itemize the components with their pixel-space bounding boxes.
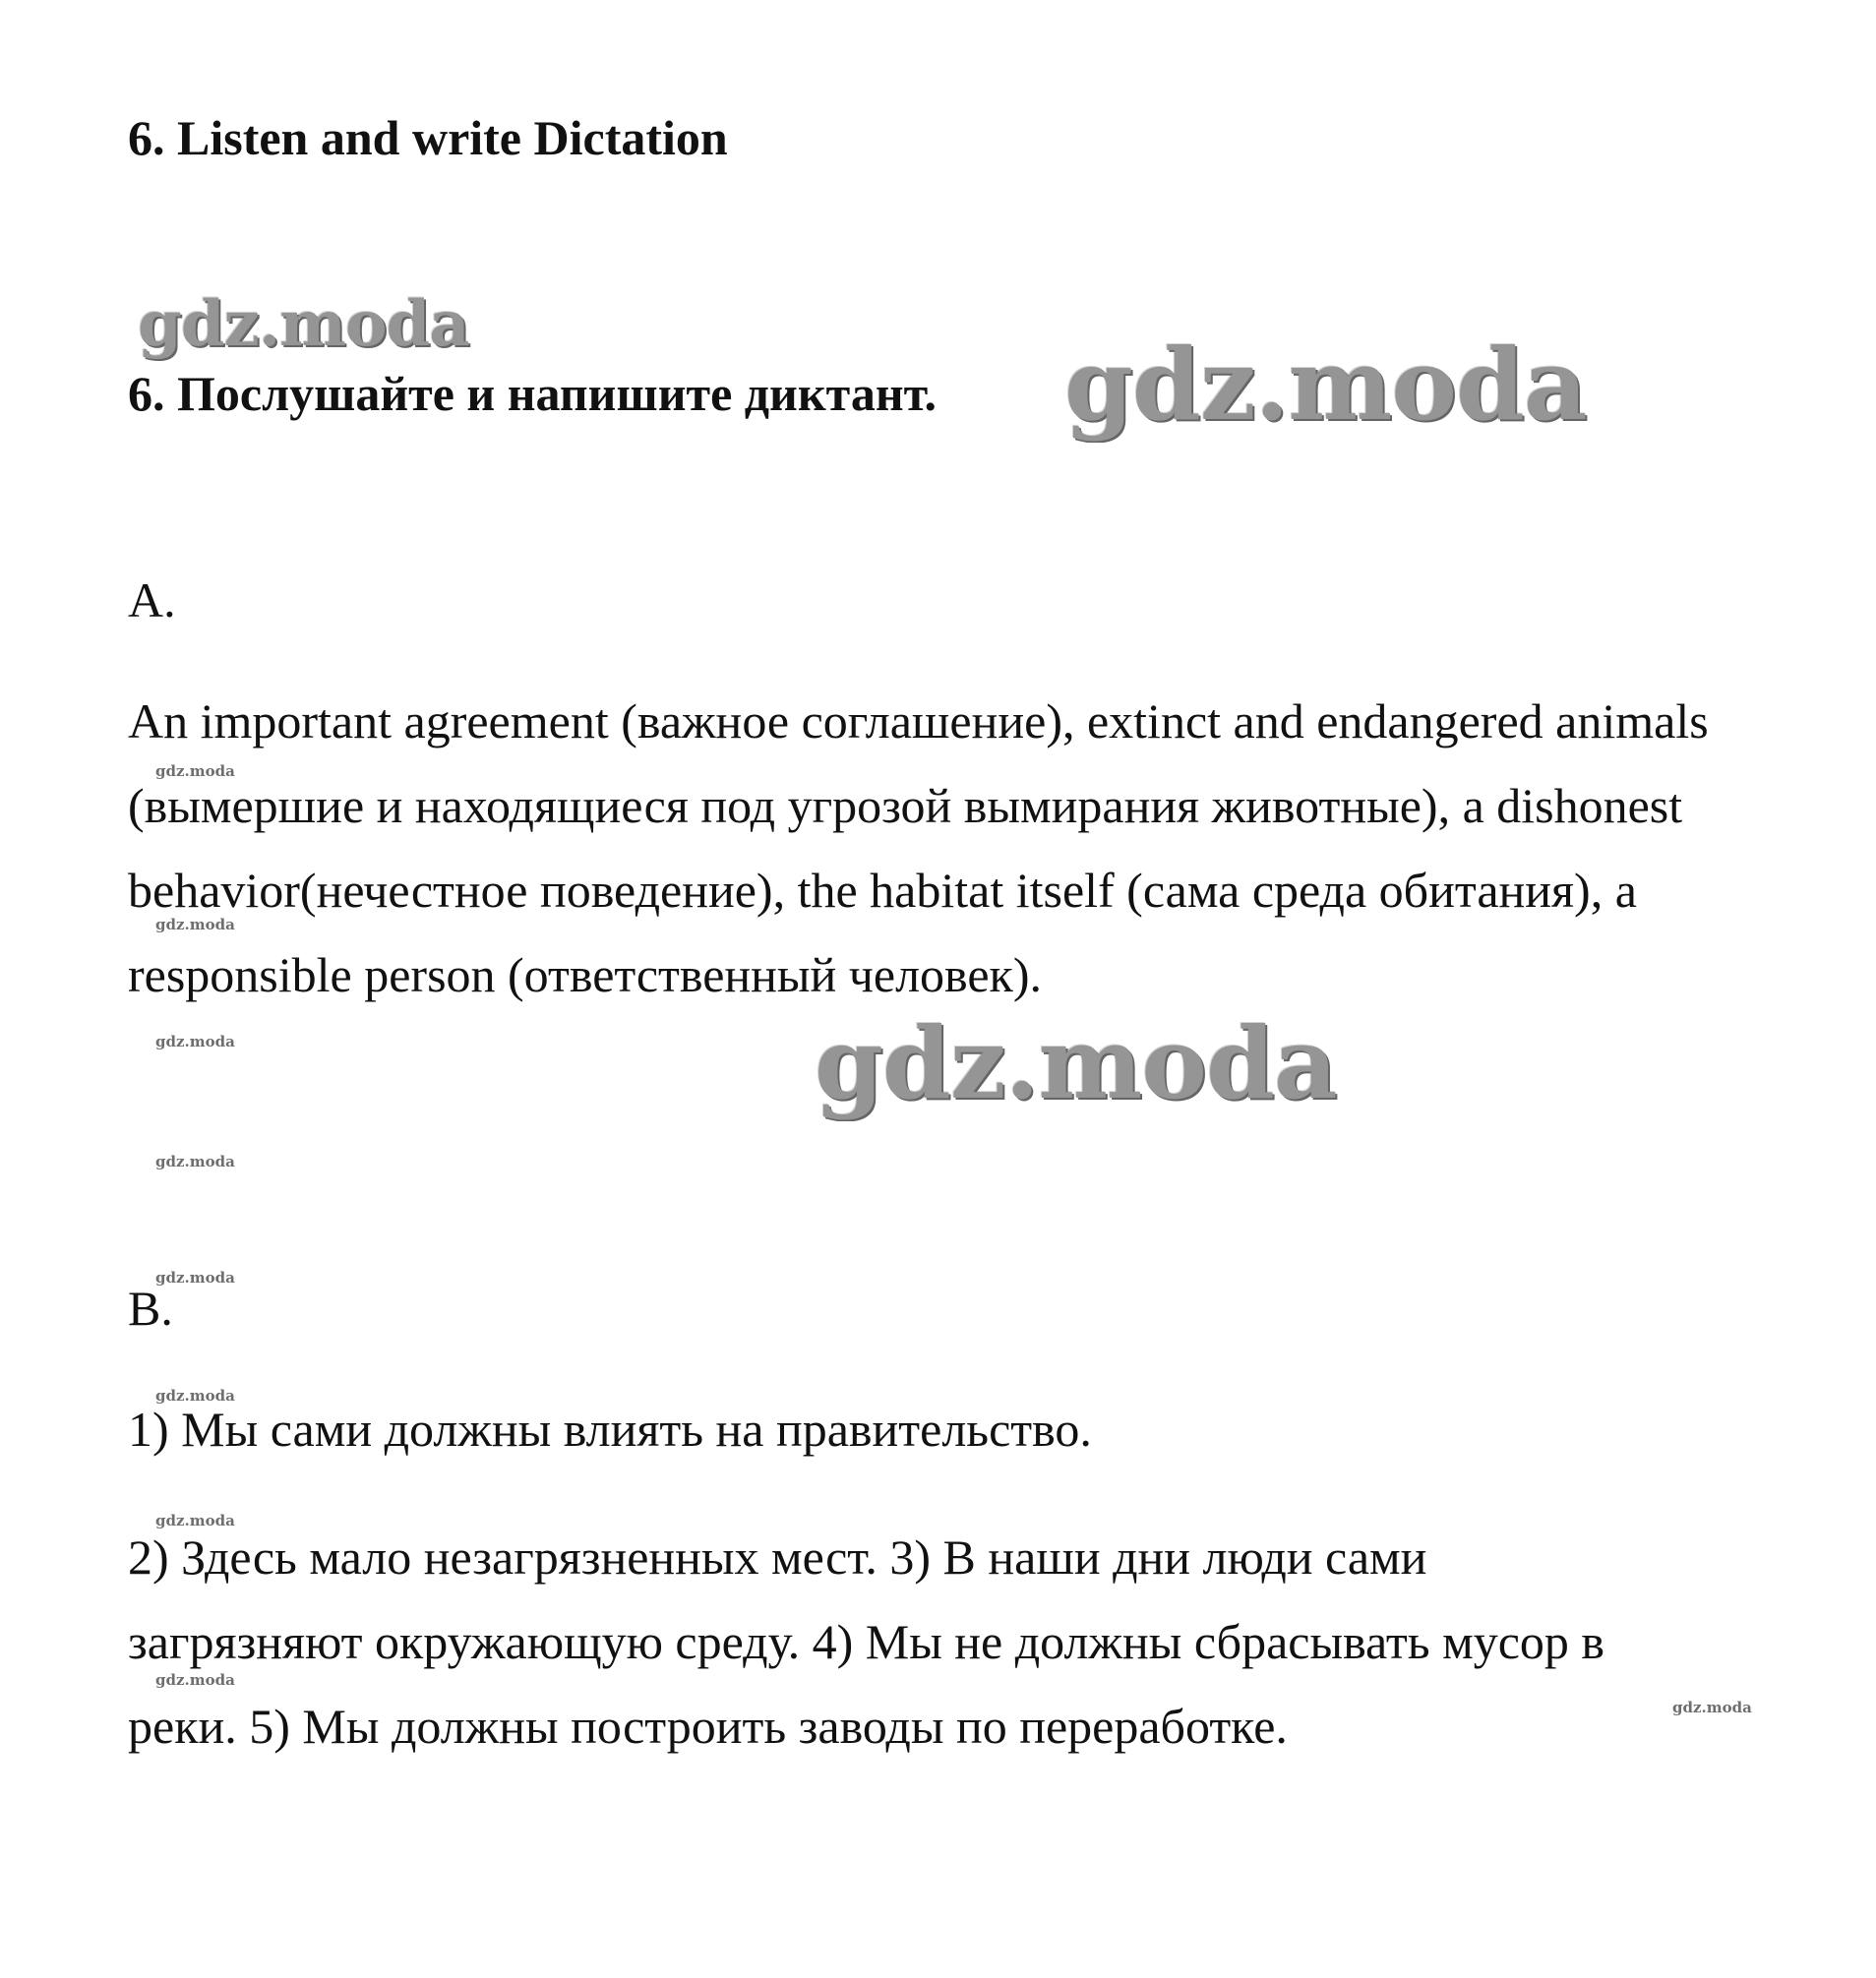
section-a-paragraph: An important agreement (важное соглашение), extinct and endangered animals (вымершие и находящиеся под угрозой вымирания животные), a dishonest behavior(нечестное поведение), the habitat itself (сама среда обитания), a responsible person (ответственный человек). xyxy=(128,693,1709,1002)
heading-english: 6. Listen and write Dictation xyxy=(128,110,728,165)
section-b-label: B. xyxy=(128,1281,173,1336)
watermark-large: gdz.moda xyxy=(138,287,469,361)
watermark-small: gdz.moda xyxy=(155,1269,235,1287)
watermark-small: gdz.moda xyxy=(155,1671,235,1689)
watermark-large: gdz.moda xyxy=(1064,327,1587,443)
watermark-small: gdz.moda xyxy=(155,1512,235,1529)
watermark-small: gdz.moda xyxy=(155,1153,235,1170)
heading-russian: 6. Послушайте и напишите диктант. xyxy=(128,366,937,421)
watermark-large: gdz.moda xyxy=(815,1005,1337,1121)
section-b-paragraph: 2) Здесь мало незагрязненных мест. 3) В наши дни люди сами загрязняют окружающую среду. 4) Мы не должны сбрасывать мусор в реки. 5) Мы должны построить заводы по переработке. xyxy=(128,1529,1605,1754)
section-a-label: A. xyxy=(128,572,176,628)
watermark-small: gdz.moda xyxy=(155,916,235,933)
watermark-small: gdz.moda xyxy=(155,1033,235,1050)
section-b-sentence-1: 1) Мы сами должны влиять на правительство. xyxy=(128,1402,1092,1457)
watermark-small: gdz.moda xyxy=(155,762,235,780)
watermark-small: gdz.moda xyxy=(155,1387,235,1405)
watermark-small: gdz.moda xyxy=(1672,1699,1752,1716)
